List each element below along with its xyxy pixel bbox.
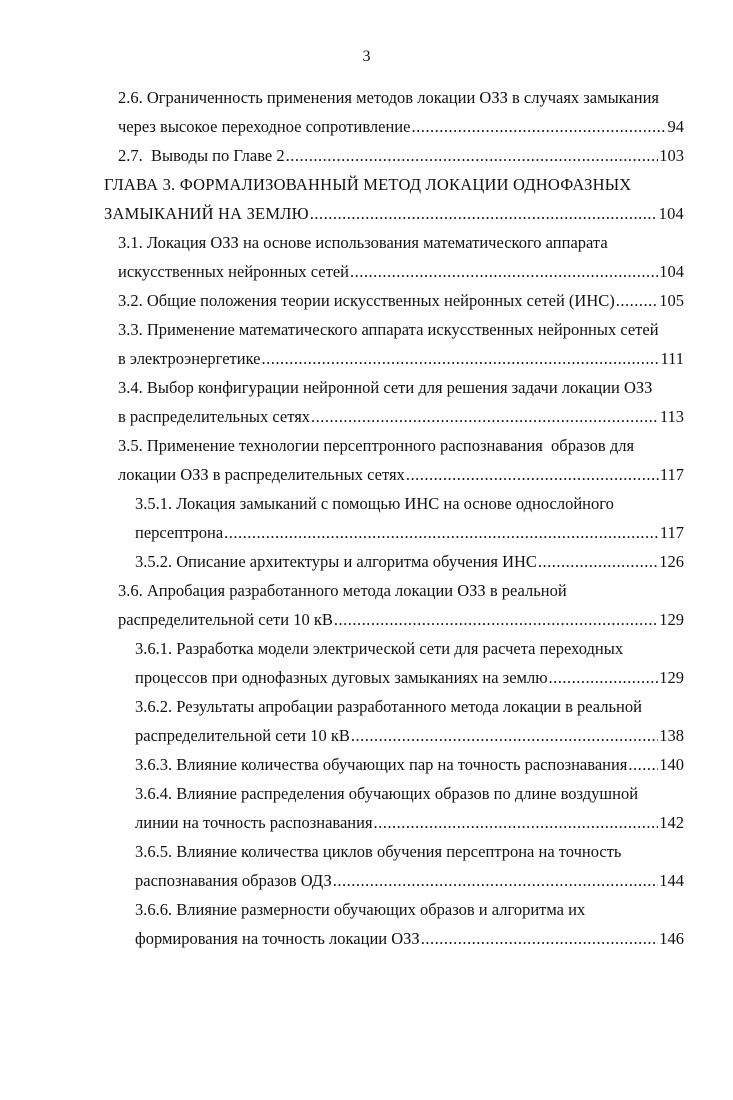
toc-entry-text: 3.5. Применение технологии персептронного распознавания образов для: [118, 436, 635, 455]
toc-page-number: 144: [659, 871, 684, 890]
toc-entry-text: 3.5.2. Описание архитектуры и алгоритма обучения ИНС: [135, 552, 537, 571]
toc-page-number: 104: [658, 204, 684, 223]
dot-leader: [334, 605, 658, 634]
toc-entry-2-6[interactable]: [0, 83, 733, 141]
dot-leader: [350, 257, 658, 286]
dot-leader: [310, 199, 658, 228]
toc-entry-3-5-2[interactable]: [0, 547, 733, 576]
toc-entry-text: в электроэнергетике: [118, 349, 261, 368]
dot-leader: [421, 924, 659, 953]
toc-entry-text: 3.6.4. Влияние распределения обучающих образов по длине воздушной: [135, 784, 639, 803]
toc-page-number: 126: [659, 552, 684, 571]
toc-entry-text: в распределительных сетях: [118, 407, 311, 426]
toc-entry-text: процессов при однофазных дуговых замыканиях на землю: [135, 668, 548, 687]
dot-leader: [616, 286, 658, 315]
page-number: 3: [362, 48, 371, 65]
toc-page-number: 113: [659, 407, 684, 426]
toc-entry-text: линии на точность распознавания: [135, 813, 373, 832]
toc-page-number: 117: [659, 523, 684, 542]
toc-page-number: 94: [667, 117, 684, 136]
toc-entry-text: формирования на точность локации ОЗЗ: [135, 929, 420, 948]
toc-entry-3-6-4[interactable]: [0, 779, 733, 837]
dot-leader: [549, 663, 659, 692]
toc-page-number: 103: [659, 146, 684, 165]
toc-entry-text: 3.1. Локация ОЗЗ на основе использования математического аппарата: [118, 233, 608, 252]
toc-entry-text: 3.3. Применение математического аппарата искусственных нейронных сетей: [118, 320, 659, 339]
dot-leader: [628, 750, 658, 779]
toc-entry-text: 3.6.2. Результаты апробации разработанного метода локации в реальной: [135, 697, 642, 716]
toc-page-number: 105: [659, 291, 684, 310]
dot-leader: [333, 866, 658, 895]
dot-leader: [286, 141, 659, 170]
toc-entry-text: 3.4. Выбор конфигурации нейронной сети для решения задачи локации ОЗЗ: [118, 378, 653, 397]
toc-entry-text: 3.6.3. Влияние количества обучающих пар на точность распознавания: [135, 755, 628, 774]
toc-entry-text: через высокое переходное сопротивление: [118, 117, 411, 136]
toc-page-number: 138: [659, 726, 684, 745]
toc-entry-chapter-3[interactable]: [0, 170, 733, 228]
toc-entry-text: персептрона: [135, 523, 224, 542]
dot-leader: [311, 402, 659, 431]
toc-entry-3-5[interactable]: [0, 431, 733, 489]
dot-leader: [262, 344, 660, 373]
toc-entry-text: 3.2. Общие положения теории искусственных нейронных сетей (ИНС): [118, 291, 615, 310]
toc-entry-3-3[interactable]: [0, 315, 733, 373]
dot-leader: [374, 808, 659, 837]
toc-entry-text: локации ОЗЗ в распределительных сетях: [118, 465, 405, 484]
toc-chapter-title: ГЛАВА 3. ФОРМАЛИЗОВАННЫЙ МЕТОД ЛОКАЦИИ ОДНОФАЗНЫХ: [104, 175, 632, 194]
toc-entry-3-6-5[interactable]: [0, 837, 733, 895]
toc-entry-text: 3.6.1. Разработка модели электрической сети для расчета переходных: [135, 639, 624, 658]
toc-page-number: 129: [659, 610, 684, 629]
dot-leader: [406, 460, 659, 489]
toc-entry-text: 3.6.6. Влияние размерности обучающих образов и алгоритма их: [135, 900, 586, 919]
toc-page-number: 129: [659, 668, 684, 687]
toc-page-number: 111: [660, 349, 684, 368]
table-of-contents: [0, 83, 733, 953]
toc-page-number: 140: [659, 755, 684, 774]
toc-page-number: 104: [659, 262, 684, 281]
dot-leader: [411, 112, 666, 141]
toc-entry-3-6-6[interactable]: [0, 895, 733, 953]
toc-entry-text: искусственных нейронных сетей: [118, 262, 349, 281]
toc-entry-3-6-1[interactable]: [0, 634, 733, 692]
toc-page-number: 117: [659, 465, 684, 484]
dot-leader: [538, 547, 658, 576]
toc-entry-3-2[interactable]: [0, 286, 733, 315]
toc-page-number: 142: [659, 813, 684, 832]
toc-entry-2-7[interactable]: [0, 141, 733, 170]
toc-entry-text: распределительной сети 10 кВ: [118, 610, 333, 629]
dot-leader: [351, 721, 658, 750]
toc-entry-text: 3.6. Апробация разработанного метода локации ОЗЗ в реальной: [118, 581, 567, 600]
toc-entry-text: 2.6. Ограниченность применения методов локации ОЗЗ в случаях замыкания: [118, 88, 659, 107]
toc-page-number: 146: [659, 929, 684, 948]
toc-chapter-title: ЗАМЫКАНИЙ НА ЗЕМЛЮ: [104, 204, 309, 223]
toc-entry-text: 3.6.5. Влияние количества циклов обучения персептрона на точность: [135, 842, 622, 861]
toc-entry-3-1[interactable]: [0, 228, 733, 286]
toc-entry-3-6[interactable]: [0, 576, 733, 634]
toc-entry-3-6-3[interactable]: [0, 750, 733, 779]
toc-entry-text: распределительной сети 10 кВ: [135, 726, 350, 745]
toc-entry-3-5-1[interactable]: [0, 489, 733, 547]
dot-leader: [224, 518, 659, 547]
toc-entry-text: 2.7. Выводы по Главе 2: [118, 146, 285, 165]
toc-entry-3-6-2[interactable]: [0, 692, 733, 750]
toc-entry-text: распознавания образов ОДЗ: [135, 871, 332, 890]
toc-entry-3-4[interactable]: [0, 373, 733, 431]
toc-entry-text: 3.5.1. Локация замыканий с помощью ИНС на основе однослойного: [135, 494, 614, 513]
